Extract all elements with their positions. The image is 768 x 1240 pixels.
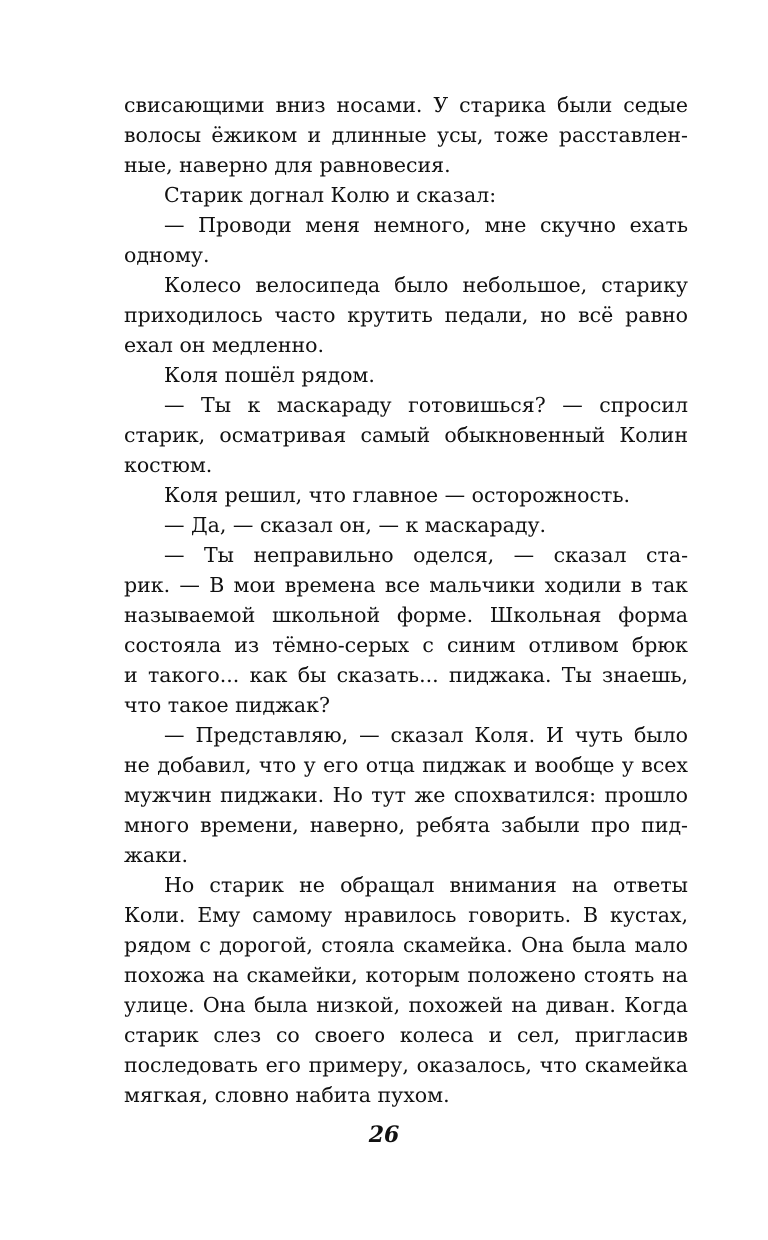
text-line: одному. bbox=[124, 243, 210, 267]
text-line: — Ты неправильно оделся, — сказал ста- bbox=[164, 543, 688, 567]
text-line: Коля пошёл рядом. bbox=[164, 363, 375, 387]
text-line: Коли. Ему самому нравилось говорить. В кустах, bbox=[124, 903, 688, 927]
page-number: 26 bbox=[368, 1122, 400, 1148]
text-line: состояла из тёмно-серых с синим отливом брюк bbox=[124, 633, 688, 657]
text-line: рик. — В мои времена все мальчики ходили в так bbox=[124, 573, 688, 597]
text-line: мягкая, словно набита пухом. bbox=[124, 1083, 450, 1107]
text-line: свисающими вниз носами. У старика были седые bbox=[124, 93, 688, 117]
text-line: костюм. bbox=[124, 453, 213, 477]
text-line: жаки. bbox=[124, 843, 189, 867]
text-line: старик, осматривая самый обыкновенный Колин bbox=[124, 423, 688, 447]
text-line: волосы ёжиком и длинные усы, тоже расставлен- bbox=[124, 123, 688, 147]
text-line: — Представляю, — сказал Коля. И чуть было bbox=[164, 723, 688, 747]
text-line: Старик догнал Колю и сказал: bbox=[164, 183, 497, 207]
text-line: называемой школьной форме. Школьная форма bbox=[124, 603, 688, 627]
text-line: мужчин пиджаки. Но тут же спохватился: прошло bbox=[124, 783, 688, 807]
text-line: Но старик не обращал внимания на ответы bbox=[164, 873, 688, 897]
text-line: старик слез со своего колеса и сел, пригласив bbox=[124, 1023, 688, 1047]
text-line: Колесо велосипеда было небольшое, старику bbox=[164, 273, 688, 297]
text-line: ехал он медленно. bbox=[124, 333, 325, 357]
text-line: ные, наверно для равновесия. bbox=[124, 153, 451, 177]
text-line: что такое пиджак? bbox=[124, 693, 330, 717]
text-line: — Ты к маскараду готовишься? — спросил bbox=[164, 393, 688, 417]
text-line: улице. Она была низкой, похожей на диван. Когда bbox=[124, 993, 688, 1017]
text-line: Коля решил, что главное — осторожность. bbox=[164, 483, 630, 507]
text-line: похожа на скамейки, которым положено стоять на bbox=[124, 963, 688, 987]
text-line: не добавил, что у его отца пиджак и вообще у всех bbox=[124, 753, 688, 777]
text-line: последовать его примеру, оказалось, что скамейка bbox=[124, 1053, 688, 1077]
text-line: — Проводи меня немного, мне скучно ехать bbox=[164, 213, 688, 237]
text-line: — Да, — сказал он, — к маскараду. bbox=[164, 513, 547, 537]
text-line: рядом с дорогой, стояла скамейка. Она была мало bbox=[124, 933, 688, 957]
text-line: много времени, наверно, ребята забыли про пид- bbox=[124, 813, 688, 837]
text-line: приходилось часто крутить педали, но всё равно bbox=[124, 303, 688, 327]
body-text bbox=[124, 90, 688, 1110]
text-line: и такого... как бы сказать... пиджака. Ты знаешь, bbox=[124, 663, 688, 687]
